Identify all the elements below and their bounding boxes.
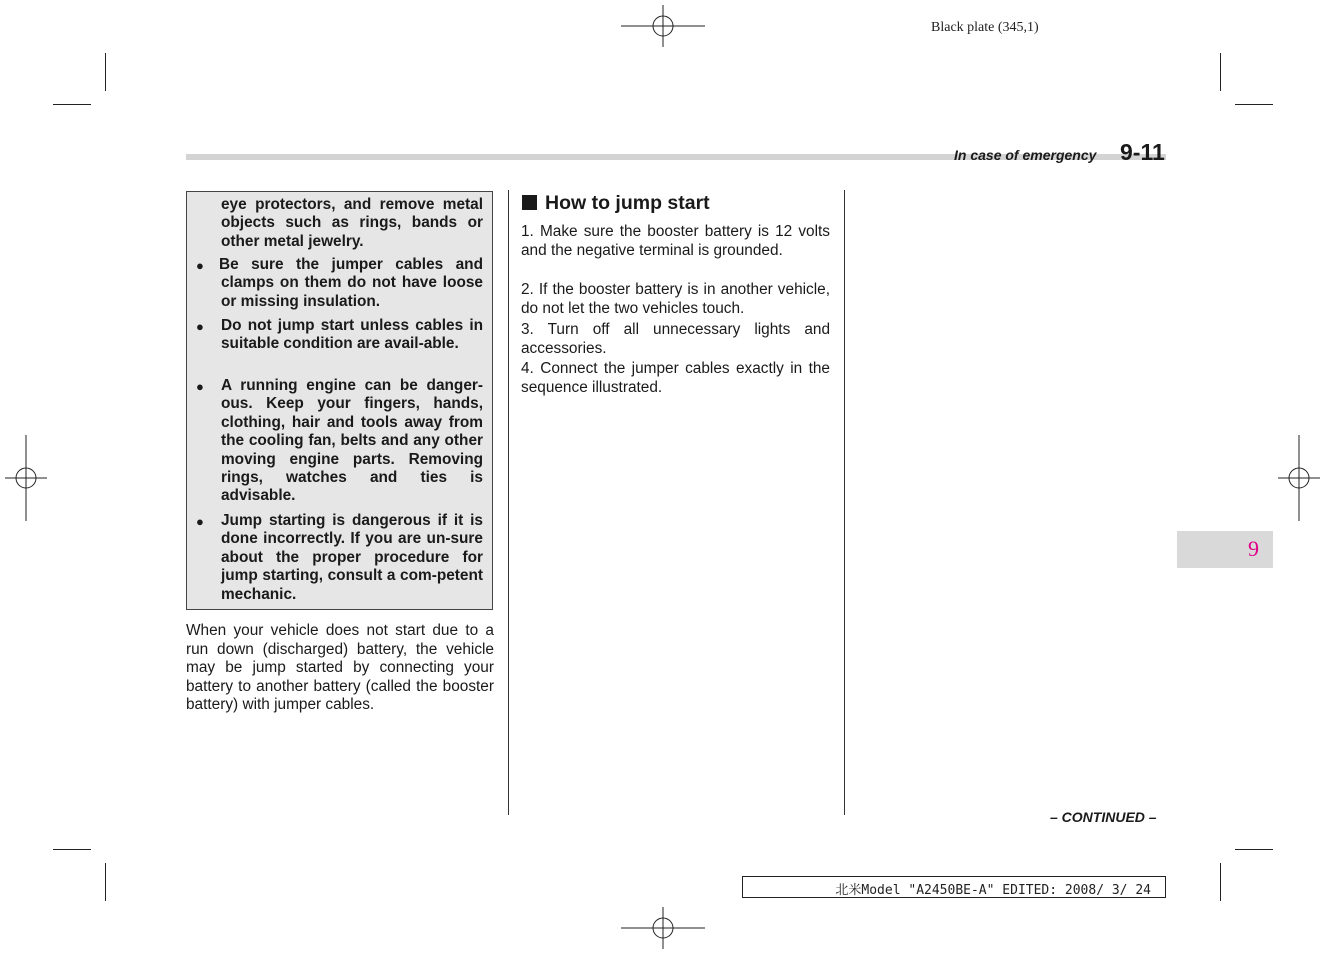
step-item: 3. Turn off all unnecessary lights and accessories.	[521, 321, 830, 357]
registration-mark-icon	[621, 907, 705, 949]
section-heading	[522, 192, 710, 215]
intro-paragraph: When your vehicle does not start due to a run down (discharged) battery, the vehicle may be jump started by connecting your battery to another battery (called the booster battery) with jumper cables.	[186, 622, 494, 714]
crop-mark	[53, 849, 91, 850]
step-item: 1. Make sure the booster battery is 12 volts and the negative terminal is grounded.	[521, 223, 830, 259]
bullet-icon: ●	[196, 319, 204, 334]
step-item: 4. Connect the jumper cables exactly in the sequence illustrated.	[521, 360, 830, 396]
warning-bullet-text: Do not jump start unless cables in suitable condition are avail-able.	[221, 317, 483, 353]
warning-bullet	[221, 256, 483, 311]
registration-mark-icon	[1278, 435, 1320, 521]
section-title: In case of emergency	[954, 147, 1097, 163]
chapter-tab	[1177, 531, 1273, 568]
section-heading-text: How to jump start	[545, 192, 710, 214]
bullet-icon: ●	[196, 258, 204, 273]
registration-mark-icon	[5, 435, 47, 521]
crop-mark	[1235, 104, 1273, 105]
warning-bullet-text: Jump starting is dangerous if it is done incorrectly. If you are un-sure about the proper procedure for jump starting, consult a com-petent mechanic.	[221, 512, 483, 603]
warning-bullet-text: Be sure the jumper cables and clamps on them do not have loose or missing insulation.	[219, 256, 483, 310]
warning-intro: eye protectors, and remove metal objects such as rings, bands or other metal jewelry.	[221, 196, 483, 250]
footer-stamp: 北米Model "A2450BE-A" EDITED: 2008/ 3/ 24	[835, 883, 1151, 898]
heading-square-icon	[522, 195, 537, 210]
crop-mark	[1235, 849, 1273, 850]
plate-label: Black plate (345,1)	[931, 20, 1039, 35]
warning-bullet	[221, 377, 483, 506]
crop-mark	[105, 53, 106, 91]
bullet-icon: ●	[196, 379, 204, 394]
footer-stamp-box	[742, 876, 1166, 898]
warning-bullet	[221, 317, 483, 354]
crop-mark	[1220, 863, 1221, 901]
bullet-icon: ●	[196, 514, 204, 529]
crop-mark	[53, 104, 91, 105]
warning-bullet-text: A running engine can be danger-ous. Keep your fingers, hands, clothing, hair and tools away from the cooling fan, belts and any other moving engine parts. Removing rings, watches and ties is advisable.	[221, 377, 483, 505]
continued-label: – CONTINUED –	[1050, 809, 1157, 825]
registration-mark-icon	[621, 5, 705, 47]
warning-bullet	[221, 512, 483, 604]
step-item: 2. If the booster battery is in another vehicle, do not let the two vehicles touch.	[521, 281, 830, 317]
column-divider	[844, 190, 845, 815]
crop-mark	[105, 863, 106, 901]
page-number: 9-11	[1120, 139, 1165, 165]
column-divider	[508, 190, 509, 815]
chapter-tab-number: 9	[1248, 536, 1259, 561]
crop-mark	[1220, 53, 1221, 91]
